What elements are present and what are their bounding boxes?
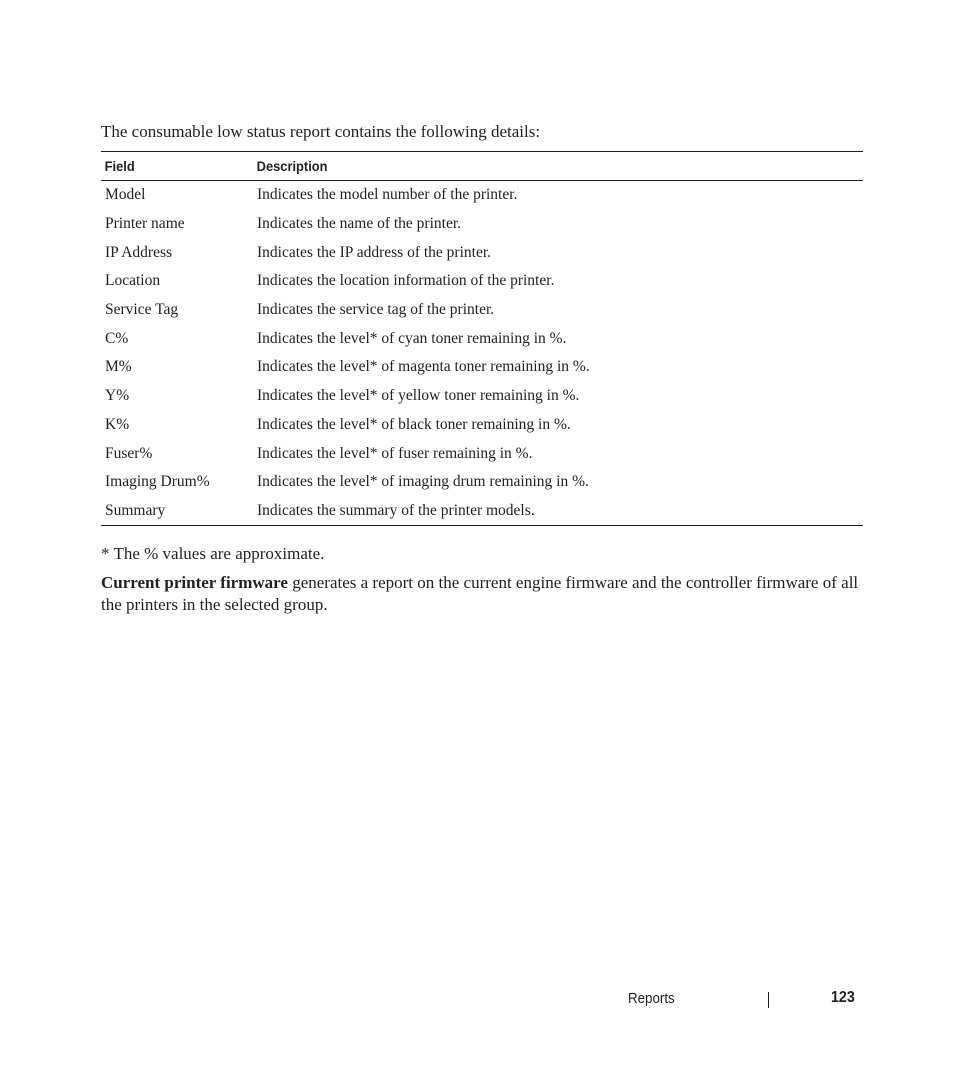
table-row bbox=[101, 238, 863, 267]
description-cell: Indicates the name of the printer. bbox=[257, 215, 462, 233]
footer-divider bbox=[768, 992, 769, 1008]
description-cell: Indicates the service tag of the printer. bbox=[257, 301, 495, 319]
field-cell: Imaging Drum% bbox=[105, 473, 210, 491]
table-row bbox=[101, 296, 863, 325]
field-cell: M% bbox=[105, 358, 132, 376]
description-cell: Indicates the location information of the printer. bbox=[257, 272, 555, 290]
description-cell: Indicates the level* of black toner remaining in %. bbox=[257, 415, 571, 433]
description-cell: Indicates the level* of cyan toner remaining in %. bbox=[257, 329, 567, 347]
table-row bbox=[101, 181, 863, 210]
table-row bbox=[101, 411, 863, 440]
description-cell: Indicates the level* of magenta toner remaining in %. bbox=[257, 358, 590, 376]
field-cell: Summary bbox=[101, 497, 253, 526]
page-number: 123 bbox=[831, 989, 855, 1006]
details-table bbox=[101, 151, 863, 526]
firmware-term: Current printer firmware bbox=[101, 573, 288, 592]
firmware-paragraph bbox=[101, 572, 863, 616]
description-column-header: Description bbox=[253, 152, 814, 181]
field-cell: Y% bbox=[105, 387, 130, 405]
field-cell: Fuser% bbox=[105, 444, 153, 462]
field-cell: Service Tag bbox=[105, 301, 179, 319]
firmware-description: generates a report on the current engine firmware and the controller firmware of all the printers in the selected group. bbox=[101, 573, 859, 614]
table-row bbox=[101, 210, 863, 239]
field-cell: IP Address bbox=[105, 243, 173, 261]
description-cell: Indicates the summary of the printer models. bbox=[253, 497, 863, 526]
description-cell: Indicates the level* of fuser remaining in %. bbox=[257, 444, 533, 462]
description-cell: Indicates the level* of imaging drum remaining in %. bbox=[257, 473, 589, 491]
table-row bbox=[101, 353, 863, 382]
field-cell: Printer name bbox=[105, 215, 185, 233]
table-row bbox=[101, 324, 863, 353]
field-cell: Model bbox=[105, 186, 146, 204]
description-cell: Indicates the model number of the printer. bbox=[257, 186, 518, 204]
field-column-header: Field bbox=[101, 152, 241, 181]
table-row bbox=[101, 468, 863, 497]
field-cell: C% bbox=[105, 329, 129, 347]
table-header-row bbox=[101, 152, 863, 181]
footer-section-title: Reports bbox=[628, 991, 675, 1007]
footnote: * The % values are approximate. bbox=[101, 544, 325, 563]
table-row bbox=[101, 382, 863, 411]
table-row bbox=[101, 497, 863, 526]
field-cell: K% bbox=[105, 415, 130, 433]
table-row bbox=[101, 439, 863, 468]
field-cell: Location bbox=[105, 272, 161, 290]
table-row bbox=[101, 267, 863, 296]
description-cell: Indicates the level* of yellow toner remaining in %. bbox=[257, 387, 580, 405]
intro-text: The consumable low status report contains the following details: bbox=[101, 122, 541, 141]
description-cell: Indicates the IP address of the printer. bbox=[257, 243, 492, 261]
